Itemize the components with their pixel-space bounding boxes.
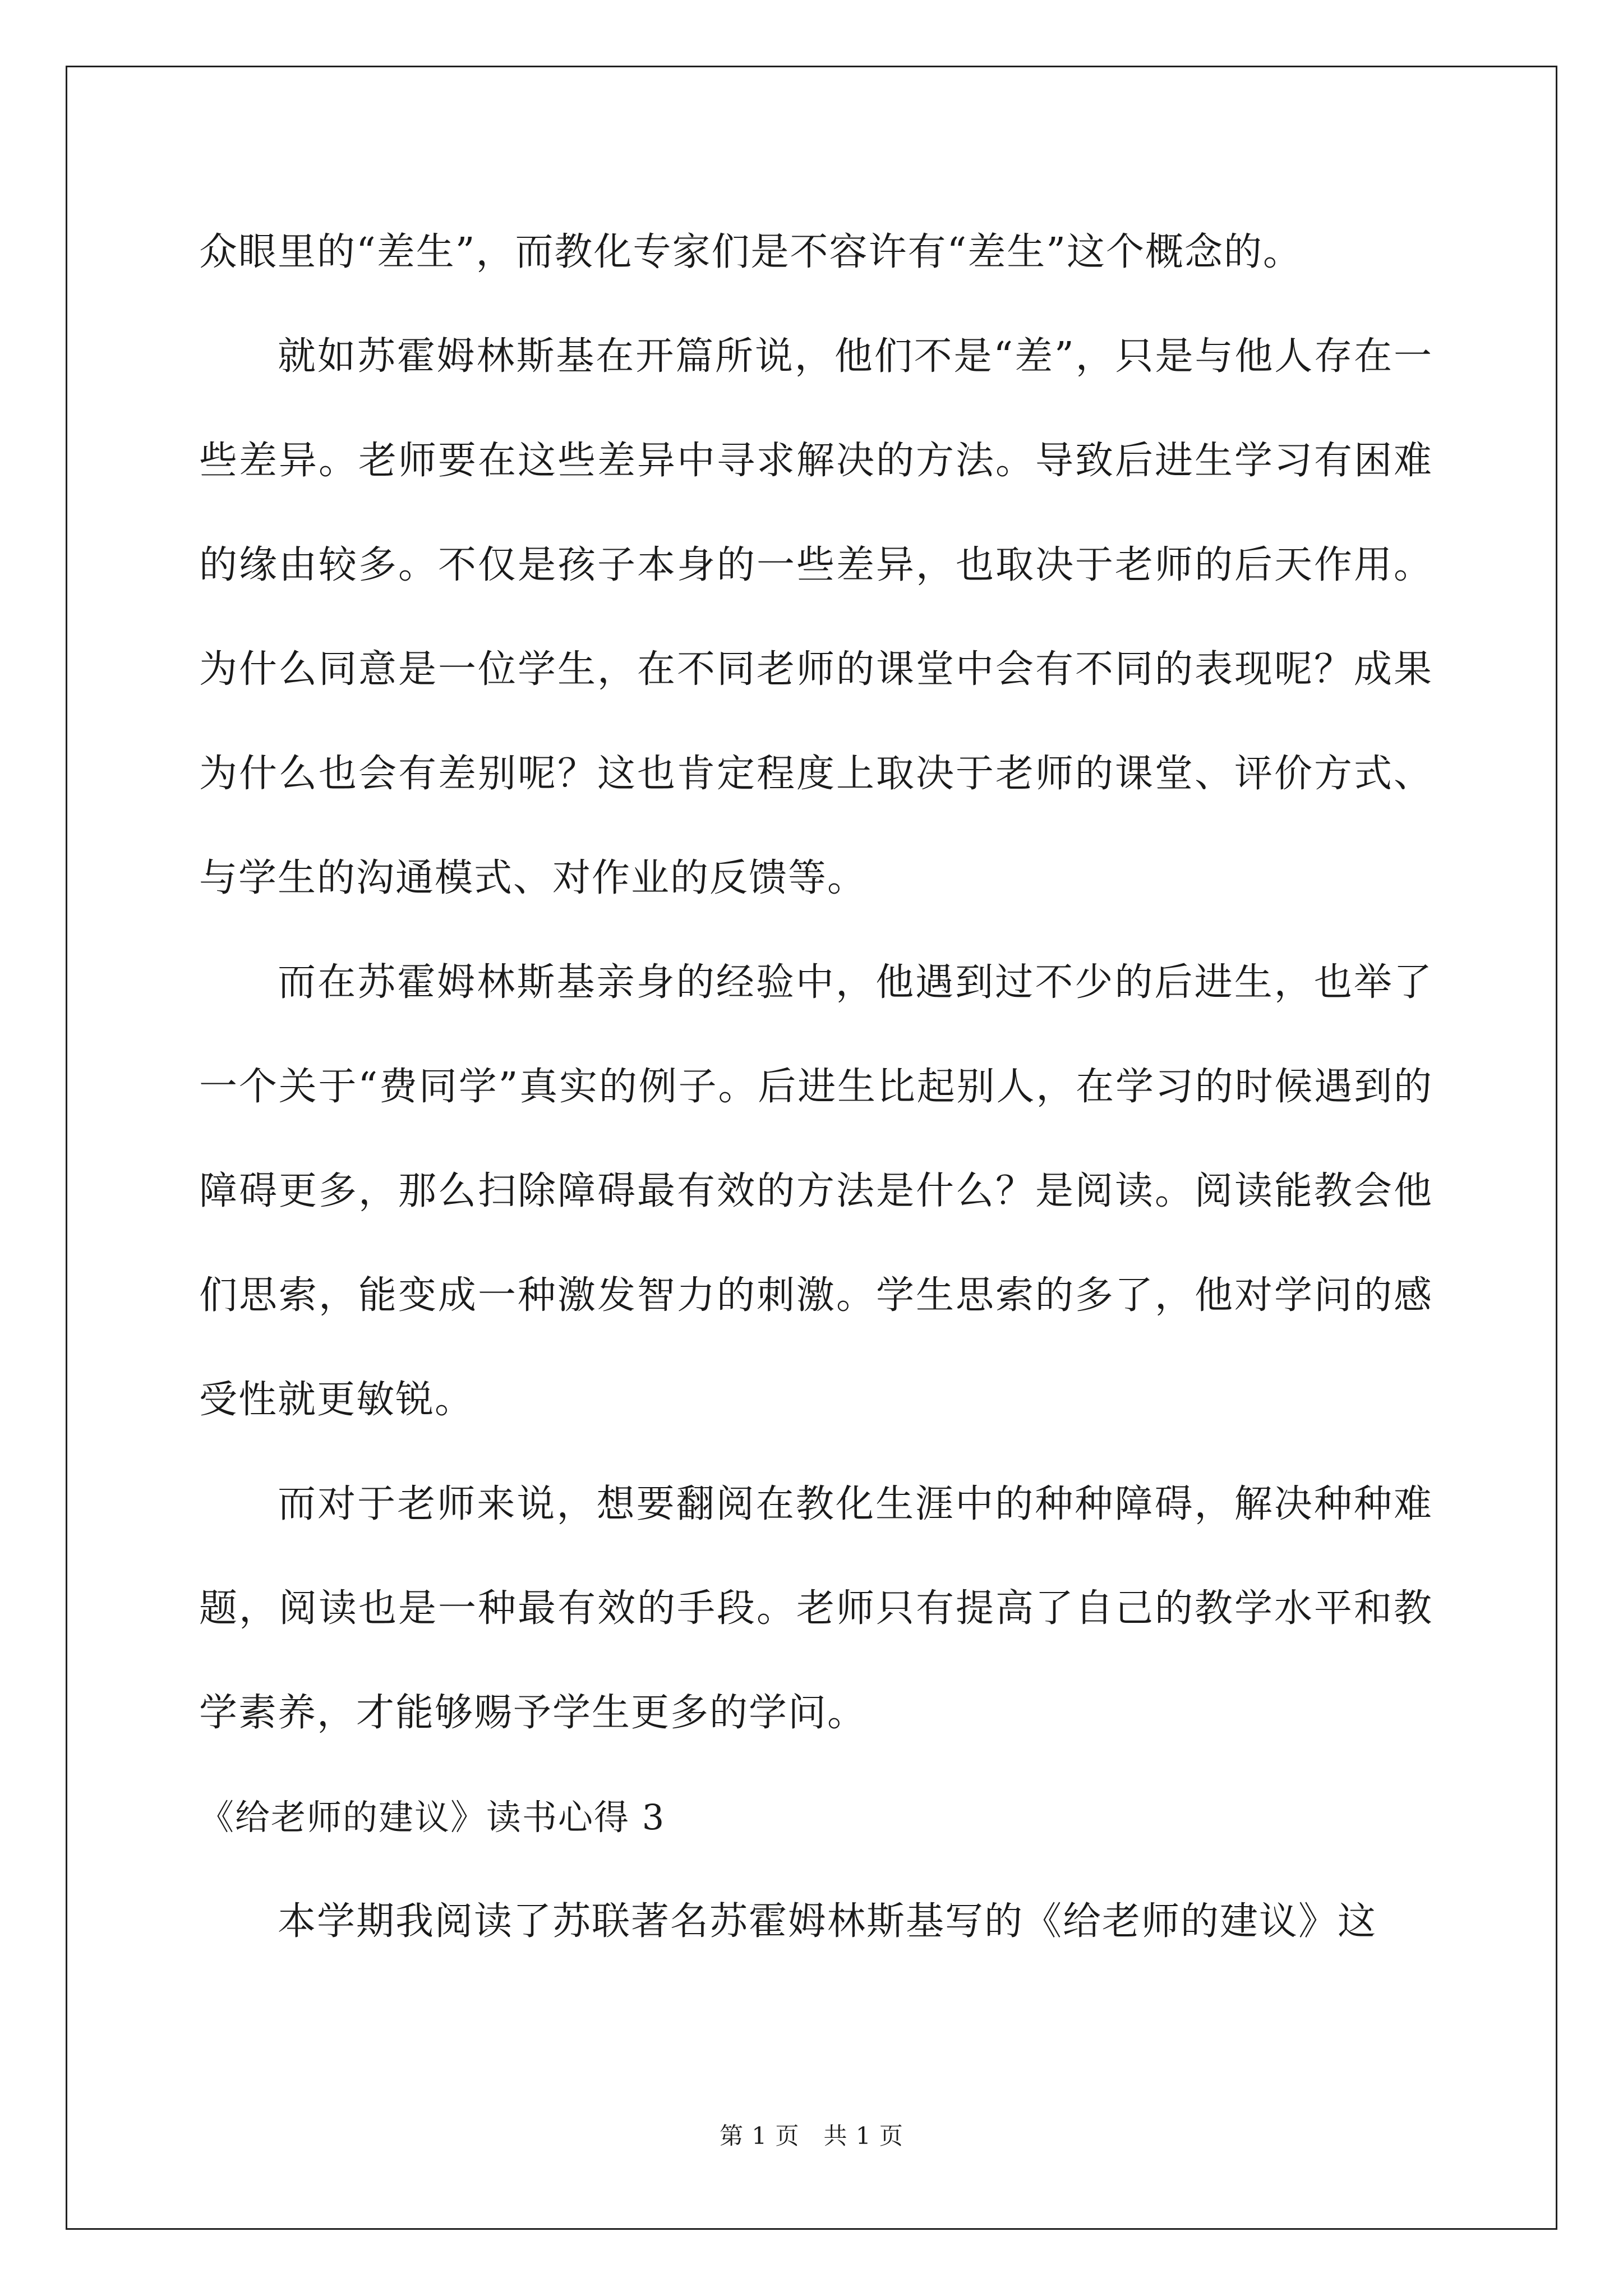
paragraph-continuation: 众眼里的“差生”，而教化专家们是不容许有“差生”这个概念的。 — [199, 230, 1303, 274]
paragraph: 而对于老师来说，想要翻阅在教化生涯中的种种障碍，解决种种难题，阅读也是一种最有效的手段。老师只有提高了自己的教学水平和教学素养，才能够赐予学生更多的学问。 — [199, 1482, 1433, 1735]
paragraph: 就如苏霍姆林斯基在开篇所说，他们不是“差”，只是与他人存在一些差异。老师要在这些差异中寻求解决的方法。导致后进生学习有困难的缘由较多。不仅是孩子本身的一些差异，也取决于老师的后天作用。为什么同意是一位学生，在不同老师的课堂中会有不同的表现呢？成果为什么也会有差别呢？这也肯定程度上取决于老师的课堂、评价方式、与学生的沟通模式、对作业的反馈等。 — [199, 334, 1433, 900]
section-heading: 《给老师的建议》读书心得 3 — [199, 1797, 666, 1838]
paragraph: 本学期我阅读了苏联著名苏霍姆林斯基写的《给老师的建议》这 — [278, 1899, 1377, 1944]
paragraph: 而在苏霍姆林斯基亲身的经验中，他遇到过不少的后进生，也举了一个关于“费同学”真实的例子。后进生比起别人，在学习的时候遇到的障碍更多，那么扫除障碍最有效的方法是什么？是阅读。阅读能教会他们思索，能变成一种激发智力的刺激。学生思索的多了，他对学问的感受性就更敏锐。 — [199, 960, 1433, 1422]
document-body — [199, 200, 1433, 1974]
page-footer: 第 1 页 共 1 页 — [720, 2122, 903, 2150]
